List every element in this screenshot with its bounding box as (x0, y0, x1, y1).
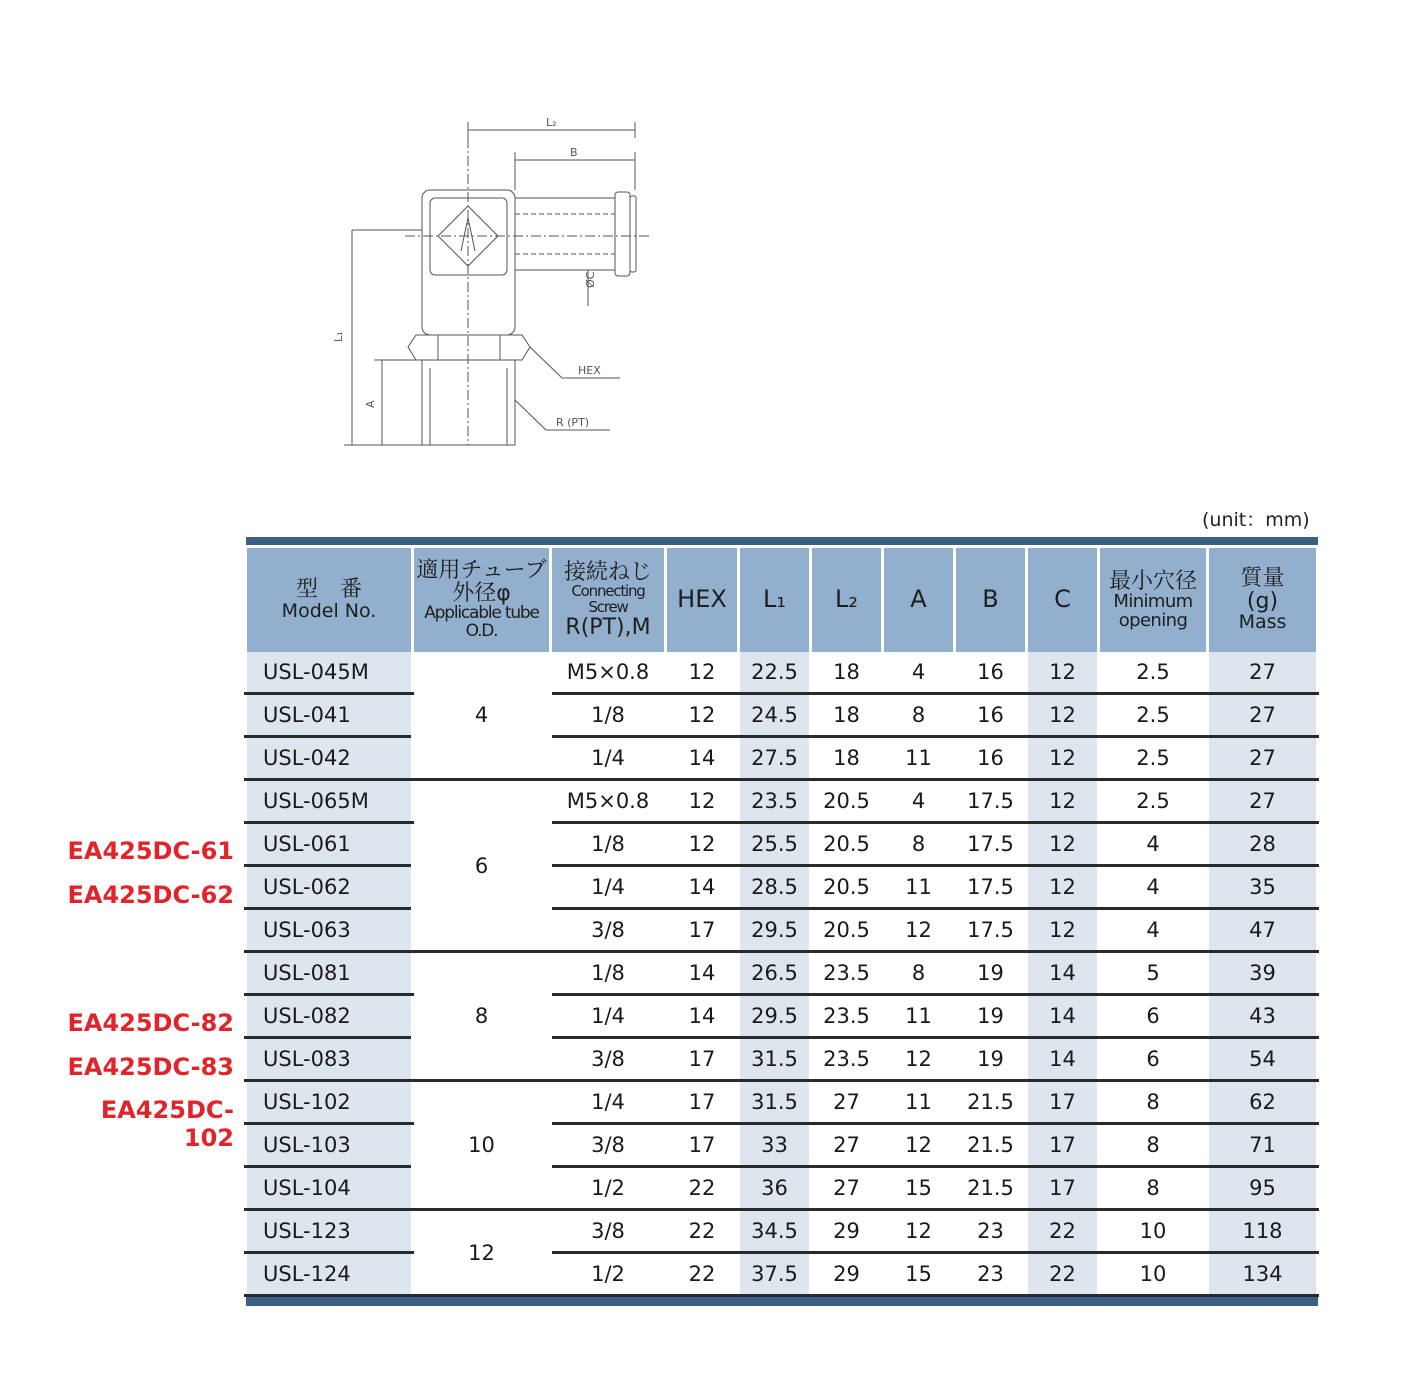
cell-mass: 71 (1208, 1124, 1318, 1167)
cell-min: 2.5 (1099, 780, 1208, 823)
header-a (883, 547, 955, 653)
cell-l2: 20.5 (811, 780, 883, 823)
cell-screw: 1/4 (551, 866, 666, 909)
cell-screw: 1/2 (551, 1253, 666, 1296)
cell-min: 2.5 (1099, 652, 1208, 694)
cell-mass: 27 (1208, 694, 1318, 737)
header-mass-jp: 質量 (1240, 565, 1285, 591)
header-mass-unit: (g) (1246, 589, 1279, 615)
cell-model: USL-103 (246, 1124, 413, 1167)
cell-b: 19 (955, 995, 1027, 1038)
cell-mass: 43 (1208, 995, 1318, 1038)
cell-screw: M5×0.8 (551, 780, 666, 823)
cell-mass: 134 (1208, 1253, 1318, 1296)
cell-mass: 54 (1208, 1038, 1318, 1081)
cell-tube-od: 12 (413, 1210, 551, 1296)
cell-model: USL-061 (246, 823, 413, 866)
cell-model: USL-062 (246, 866, 413, 909)
cell-a: 15 (883, 1167, 955, 1210)
cell-hex: 12 (666, 652, 739, 694)
cell-screw: 1/2 (551, 1167, 666, 1210)
ea-label: EA425DC-62 (67, 881, 234, 909)
cell-hex: 17 (666, 1124, 739, 1167)
table-row (246, 1210, 1318, 1253)
cell-hex: 12 (666, 823, 739, 866)
table-row (246, 823, 1318, 866)
label-hex: HEX (578, 364, 601, 377)
cell-mass: 95 (1208, 1167, 1318, 1210)
cell-model: USL-041 (246, 694, 413, 737)
cell-l1: 34.5 (739, 1210, 811, 1253)
cell-c: 12 (1027, 780, 1099, 823)
cell-model: USL-042 (246, 737, 413, 780)
header-b-text: B (982, 585, 999, 614)
cell-l2: 18 (811, 694, 883, 737)
cell-screw: 3/8 (551, 1210, 666, 1253)
cell-c: 14 (1027, 952, 1099, 995)
cell-min: 6 (1099, 1038, 1208, 1081)
spec-table (244, 537, 1319, 1306)
cell-a: 8 (883, 952, 955, 995)
cell-b: 16 (955, 737, 1027, 780)
cell-c: 14 (1027, 995, 1099, 1038)
table-body (246, 652, 1318, 1306)
cell-a: 4 (883, 652, 955, 694)
cell-l1: 26.5 (739, 952, 811, 995)
cell-l1: 29.5 (739, 909, 811, 952)
header-min-en2: opening (1118, 609, 1188, 631)
cell-mass: 27 (1208, 652, 1318, 694)
cell-hex: 12 (666, 780, 739, 823)
header-od (413, 547, 551, 653)
cell-c: 12 (1027, 866, 1099, 909)
header-model (246, 547, 413, 653)
header-od-jp1: 適用チューブ (416, 558, 547, 584)
cell-l1: 31.5 (739, 1038, 811, 1081)
header-l1 (739, 547, 811, 653)
cell-l2: 27 (811, 1081, 883, 1124)
label-l1: L₁ (332, 331, 345, 342)
cell-a: 11 (883, 866, 955, 909)
cell-min: 8 (1099, 1124, 1208, 1167)
cell-min: 4 (1099, 866, 1208, 909)
table-row (246, 737, 1318, 780)
cell-screw: 1/8 (551, 823, 666, 866)
cell-b: 21.5 (955, 1081, 1027, 1124)
cell-hex: 14 (666, 866, 739, 909)
cell-c: 17 (1027, 1124, 1099, 1167)
table-row (246, 995, 1318, 1038)
fitting-drawing (330, 110, 650, 455)
table-row (246, 694, 1318, 737)
table-row (246, 1167, 1318, 1210)
unit-label: (unit：mm) (1202, 509, 1310, 531)
cell-l2: 23.5 (811, 952, 883, 995)
cell-mass: 28 (1208, 823, 1318, 866)
header-a-text: A (910, 585, 927, 614)
cell-model: USL-045M (246, 652, 413, 694)
cell-b: 21.5 (955, 1124, 1027, 1167)
cell-mass: 27 (1208, 737, 1318, 780)
cell-b: 16 (955, 694, 1027, 737)
cell-b: 19 (955, 952, 1027, 995)
cell-hex: 22 (666, 1167, 739, 1210)
cell-l2: 27 (811, 1124, 883, 1167)
header-model-en: Model No. (281, 599, 377, 622)
table-row (246, 1253, 1318, 1296)
cell-min: 8 (1099, 1167, 1208, 1210)
cell-mass: 39 (1208, 952, 1318, 995)
cell-screw: 1/4 (551, 995, 666, 1038)
cell-min: 10 (1099, 1210, 1208, 1253)
header-mass (1208, 547, 1318, 653)
header-hex (666, 547, 739, 653)
ea-label: EA425DC-83 (67, 1053, 234, 1081)
cell-b: 16 (955, 652, 1027, 694)
cell-l1: 37.5 (739, 1253, 811, 1296)
table-row (246, 952, 1318, 995)
cell-screw: 3/8 (551, 909, 666, 952)
cell-screw: 1/8 (551, 952, 666, 995)
header-screw-spec: R(PT),M (565, 614, 651, 640)
table-row (246, 866, 1318, 909)
cell-min: 6 (1099, 995, 1208, 1038)
cell-l2: 27 (811, 1167, 883, 1210)
cell-c: 17 (1027, 1081, 1099, 1124)
cell-c: 12 (1027, 909, 1099, 952)
cell-a: 15 (883, 1253, 955, 1296)
cell-b: 17.5 (955, 909, 1027, 952)
cell-c: 17 (1027, 1167, 1099, 1210)
ea-label: EA425DC-102 (100, 1096, 234, 1152)
cell-mass: 47 (1208, 909, 1318, 952)
table-row (246, 1038, 1318, 1081)
cell-a: 4 (883, 780, 955, 823)
cell-model: USL-065M (246, 780, 413, 823)
cell-c: 14 (1027, 1038, 1099, 1081)
header-min-opening (1099, 547, 1208, 653)
cell-a: 12 (883, 1124, 955, 1167)
label-b: B (570, 146, 578, 159)
table-top-bar (246, 537, 1318, 547)
cell-l1: 22.5 (739, 652, 811, 694)
cell-min: 2.5 (1099, 694, 1208, 737)
header-c (1027, 547, 1099, 653)
cell-hex: 14 (666, 952, 739, 995)
ea-label: EA425DC-61 (67, 837, 234, 865)
cell-a: 8 (883, 823, 955, 866)
cell-b: 17.5 (955, 866, 1027, 909)
ea-label: EA425DC-82 (67, 1009, 234, 1037)
cell-c: 22 (1027, 1253, 1099, 1296)
header-model-jp: 型 番 (295, 577, 362, 603)
cell-a: 8 (883, 694, 955, 737)
cell-screw: 1/4 (551, 1081, 666, 1124)
cell-l2: 20.5 (811, 866, 883, 909)
cell-l2: 18 (811, 652, 883, 694)
cell-a: 11 (883, 995, 955, 1038)
cell-a: 12 (883, 1210, 955, 1253)
cell-b: 19 (955, 1038, 1027, 1081)
header-screw-en: Connecting Screw (571, 582, 645, 616)
table-row (246, 909, 1318, 952)
cell-l2: 29 (811, 1253, 883, 1296)
cell-hex: 17 (666, 1038, 739, 1081)
cell-tube-od: 4 (413, 652, 551, 780)
cell-model: USL-082 (246, 995, 413, 1038)
label-l2: L₂ (546, 116, 557, 129)
cell-model: USL-081 (246, 952, 413, 995)
cell-a: 11 (883, 737, 955, 780)
cell-l1: 31.5 (739, 1081, 811, 1124)
cell-b: 17.5 (955, 823, 1027, 866)
header-l2-text: L₂ (835, 585, 858, 614)
cell-model: USL-124 (246, 1253, 413, 1296)
header-l2 (811, 547, 883, 653)
cell-hex: 14 (666, 995, 739, 1038)
cell-min: 5 (1099, 952, 1208, 995)
cell-l2: 29 (811, 1210, 883, 1253)
table-row (246, 652, 1318, 694)
cell-model: USL-104 (246, 1167, 413, 1210)
cell-mass: 27 (1208, 780, 1318, 823)
cell-hex: 22 (666, 1210, 739, 1253)
cell-l1: 29.5 (739, 995, 811, 1038)
cell-mass: 62 (1208, 1081, 1318, 1124)
table-bottom-bar (246, 1296, 1318, 1307)
cell-l1: 25.5 (739, 823, 811, 866)
header-min-jp: 最小穴径 (1108, 568, 1197, 594)
cell-l1: 28.5 (739, 866, 811, 909)
cell-c: 12 (1027, 737, 1099, 780)
header-l1-text: L₁ (763, 585, 786, 614)
cell-b: 23 (955, 1253, 1027, 1296)
cell-hex: 14 (666, 737, 739, 780)
cell-b: 17.5 (955, 780, 1027, 823)
label-a: A (364, 400, 377, 408)
cell-hex: 17 (666, 909, 739, 952)
cell-min: 8 (1099, 1081, 1208, 1124)
label-c: ØC (584, 271, 597, 288)
cell-b: 23 (955, 1210, 1027, 1253)
cell-l2: 23.5 (811, 1038, 883, 1081)
cell-l2: 18 (811, 737, 883, 780)
cell-l1: 33 (739, 1124, 811, 1167)
header-od-jp2: 外径φ (452, 581, 511, 607)
header-od-en1: Applicable tube (424, 603, 539, 624)
cell-l2: 20.5 (811, 823, 883, 866)
cell-hex: 22 (666, 1253, 739, 1296)
cell-screw: 3/8 (551, 1124, 666, 1167)
cell-mass: 118 (1208, 1210, 1318, 1253)
label-r: R (PT) (556, 416, 590, 429)
cell-tube-od: 8 (413, 952, 551, 1081)
cell-l2: 20.5 (811, 909, 883, 952)
cell-min: 2.5 (1099, 737, 1208, 780)
table-row (246, 780, 1318, 823)
cell-c: 22 (1027, 1210, 1099, 1253)
table-row (246, 1124, 1318, 1167)
cell-l1: 23.5 (739, 780, 811, 823)
cell-model: USL-102 (246, 1081, 413, 1124)
header-min-en1: Minimum (1113, 590, 1193, 612)
header-b (955, 547, 1027, 653)
cell-a: 11 (883, 1081, 955, 1124)
cell-min: 4 (1099, 823, 1208, 866)
header-hex-text: HEX (677, 585, 727, 614)
header-screw (551, 547, 666, 653)
cell-c: 12 (1027, 652, 1099, 694)
cell-tube-od: 6 (413, 780, 551, 952)
table-header-row (246, 547, 1318, 653)
cell-screw: 1/8 (551, 694, 666, 737)
header-screw-jp: 接続ねじ (563, 560, 652, 586)
cell-b: 21.5 (955, 1167, 1027, 1210)
cell-screw: 3/8 (551, 1038, 666, 1081)
cell-a: 12 (883, 909, 955, 952)
cell-model: USL-083 (246, 1038, 413, 1081)
cell-screw: M5×0.8 (551, 652, 666, 694)
cell-l1: 36 (739, 1167, 811, 1210)
cell-model: USL-123 (246, 1210, 413, 1253)
cell-c: 12 (1027, 823, 1099, 866)
header-mass-en: Mass (1238, 611, 1287, 634)
cell-model: USL-063 (246, 909, 413, 952)
cell-c: 12 (1027, 694, 1099, 737)
header-c-text: C (1054, 585, 1071, 614)
cell-l2: 23.5 (811, 995, 883, 1038)
cell-hex: 17 (666, 1081, 739, 1124)
cell-l1: 27.5 (739, 737, 811, 780)
cell-min: 4 (1099, 909, 1208, 952)
cell-a: 12 (883, 1038, 955, 1081)
header-od-en2: O.D. (465, 621, 498, 642)
cell-tube-od: 10 (413, 1081, 551, 1210)
cell-screw: 1/4 (551, 737, 666, 780)
table-row (246, 1081, 1318, 1124)
cell-mass: 35 (1208, 866, 1318, 909)
cell-hex: 12 (666, 694, 739, 737)
cell-min: 10 (1099, 1253, 1208, 1296)
cell-l1: 24.5 (739, 694, 811, 737)
